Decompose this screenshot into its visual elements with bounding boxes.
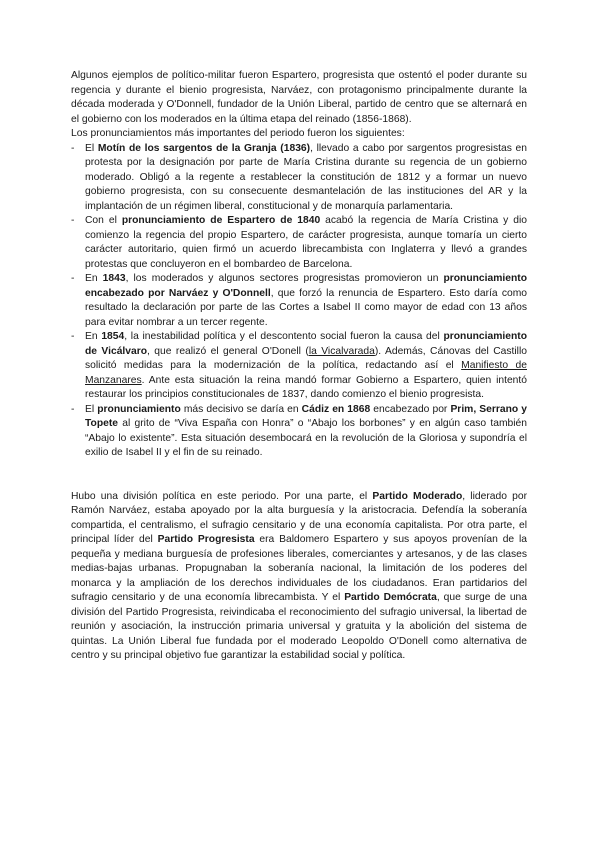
bold-term: Partido Moderado <box>372 490 463 502</box>
bullet-dash: - <box>71 142 75 154</box>
bold-term: Partido Demócrata <box>344 592 437 603</box>
bold-term: pronunciamiento de Espartero de 1840 <box>121 215 321 226</box>
list-item: - El Motín de los sargentos de la Granja (1836), llevado a cabo por sargentos progresistas en protesta por la designación por parte de María Cristina durante su regencia de un gobierno moderado. Obligó a la regente a restablecer la constitución de 1812 y a formar un nuevo gobierno progresista, con su consecuente desmantelación de las instituciones del AR y la implantación de un régimen liberal, constitucional y de monarquía parlamentaria. <box>71 142 527 212</box>
bullet-dash: - <box>71 215 75 226</box>
list-item: - En 1843, los moderados y algunos sectores progresistas promovieron un pronunciamiento encabezado por Narváez y O'Donnell, que forzó la renuncia de Espartero. Esto daría como resultado la declaración por parte de las Cortes a Isabel II como mayor de edad con 13 años para evitar nombrar a un tercer regente. <box>71 273 527 328</box>
bullet-dash: - <box>71 273 75 284</box>
list-item: - Con el pronunciamiento de Espartero de 1840 acabó la regencia de María Cristina y dio comienzo la regencia del propio Espartero, de carácter progresista, aunque tomaría un cierto carácter autoritario, quien firmó un acuerdo librecambista con Inglaterra y llevó a grandes protestas que concluyeron en el bombardeo de Barcelona. <box>71 215 527 270</box>
bold-term: pronunciamiento <box>97 403 181 415</box>
paragraph-spacer <box>71 461 527 490</box>
underlined-term: la Vicalvarada <box>308 345 375 357</box>
bold-term: Motín de los sargentos de la Granja (1836) <box>97 142 311 154</box>
bold-term: Prim, Serrano y Topete <box>85 403 527 429</box>
pronunciamientos-list <box>71 142 527 461</box>
bold-term: 1854 <box>101 331 125 342</box>
bullet-dash: - <box>71 403 75 415</box>
document-body <box>71 69 527 664</box>
bullet-dash: - <box>71 331 75 342</box>
bold-term: Cádiz en 1868 <box>301 403 371 415</box>
list-item: - El pronunciamiento más decisivo se daría en Cádiz en 1868 encabezado por Prim, Serrano y Topete al grito de “Viva España con Honra” o “Abajo los borbones” y en algún caso también “Abajo lo existente”. Esta situación desembocará en la revolución de la Gloriosa y supondría el exilio de Isabel II y el fin de su reinado. <box>71 403 527 458</box>
list-intro: Los pronunciamientos más importantes del periodo fueron los siguientes: <box>71 128 405 139</box>
bold-term: pronunciamiento de Vicálvaro <box>85 331 527 357</box>
intro-paragraph: Algunos ejemplos de político-militar fueron Espartero, progresista que ostentó el poder durante su regencia y durante el bienio progresista, Narváez, con protagonismo principalmente durante la década moderada y O'Donnell, fundador de la Unión Liberal, partido de centro que se alternará en el gobierno con los moderados en la última etapa del reinado (1856-1868). <box>71 70 527 125</box>
bold-term: pronunciamiento encabezado por Narváez y O'Donnell <box>85 273 527 299</box>
parties-paragraph: Hubo una división política en este periodo. Por una parte, el Partido Moderado, liderado por Ramón Narváez, estaba apoyado por la alta burguesía y la aristocracia. Defendía la soberanía compartida, el centralismo, el sufragio censitario y de una economía capitalista. Por otra parte, el principal líder del Partido Progresista era Baldomero Espartero y sus apoyos provenían de la pequeña y mediana burguesía de profesiones liberales, comerciantes y artesanos, y de las clases medias-bajas urbanas. Propugnaban la soberanía nacional, la limitación de los poderes del monarca y la ampliación de los derechos individuales de los ciudadanos. Eran partidarios del sufragio censitario y de una economía librecambista. Y el Partido Demócrata, que surge de una división del Partido Progresista, reivindicaba el reconocimiento del sufragio universal, la libertad de reunión y asociación, la instrucción primaria universal y gratuita y la abolición del sistema de quintas. La Unión Liberal fue fundada por el moderado Leopoldo O'Donell como alternativa de centro y su principal objetivo fue garantizar la estabilidad social y política. <box>71 490 528 661</box>
bold-term: Partido Progresista <box>157 534 255 545</box>
bold-term: 1843 <box>102 273 126 284</box>
list-item: - En 1854, la inestabilidad política y el descontento social fueron la causa del pronunciamiento de Vicálvaro, que realizó el general O'Donell (la Vicalvarada). Además, Cánovas del Castillo solicitó medidas para la modernización de la política, redactando así el Manifiesto de Manzanares. Ante esta situación la reina mandó formar Gobierno a Espartero, quien intentó restaurar los principios constitucionales de 1837, dando comienzo el bienio progresista. <box>71 331 527 400</box>
underlined-term: Manifiesto de Manzanares <box>85 360 527 386</box>
